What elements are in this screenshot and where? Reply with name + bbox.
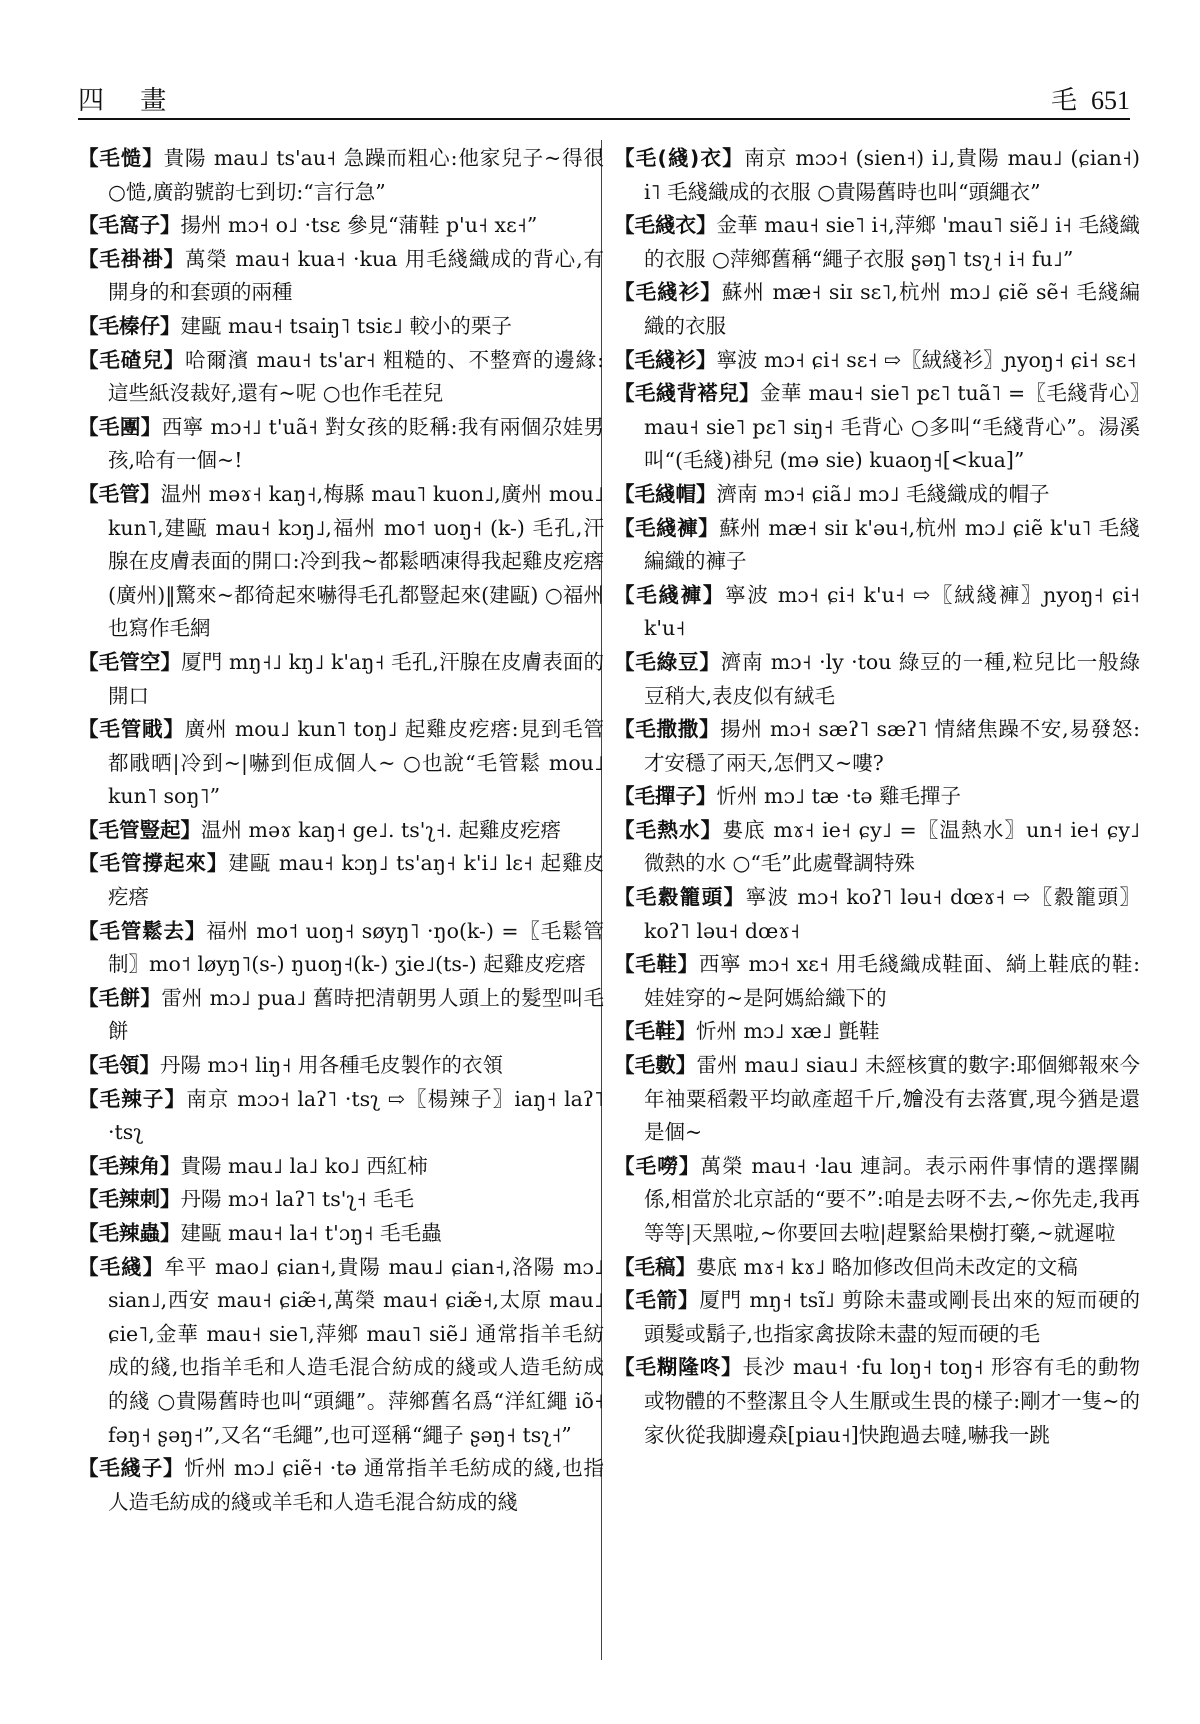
dictionary-entry bbox=[78, 411, 604, 478]
entry-headword: 【毛辣蟲】 bbox=[78, 1221, 181, 1245]
entry-headword: 【毛綠豆】 bbox=[614, 649, 721, 674]
entry-definition: 廣州 mou˩ kun˥ toŋ˩ 起雞皮疙瘩:見到毛管都戙晒|冷到~|嚇到佢成個人~ ○也說“毛管鬆 mou˩ kun˥ soŋ˥” bbox=[108, 717, 604, 809]
entry-headword: 【毛榛仔】 bbox=[78, 313, 181, 338]
entry-definition: 濟南 mɔ˧ ɕiã˩ mɔ˩ 毛綫織成的帽子 bbox=[716, 481, 1050, 506]
entry-definition: 南京 mɔɔ˧ (sien˧) i˩,貴陽 mau˩ (ɕian˧) i˥ 毛綫織成的衣服 ○貴陽舊時也叫“頭繩衣” bbox=[644, 146, 1140, 204]
entry-definition: 哈爾濱 mau˧ ts'ar˧ 粗糙的、不整齊的邊緣:這些紙沒裁好,還有~呢 ○也作毛茬兒 bbox=[108, 347, 604, 406]
entry-headword: 【毛管】 bbox=[78, 481, 161, 506]
entry-definition: 濟南 mɔ˧ ·ly ·tou 綠豆的一種,粒兒比一般綠豆稍大,表皮似有絨毛 bbox=[644, 649, 1140, 708]
dictionary-entry bbox=[614, 377, 1140, 478]
dictionary-entry bbox=[78, 1150, 604, 1184]
entry-definition: 福州 mo˦ uoŋ˧ søyŋ˥ ·ŋo(k-) =〖毛鬆管制〗mo˦ løyŋ˥(s-) ŋuoŋ˧(k-) ʒie˩(ts-) 起雞皮疙瘩 bbox=[108, 918, 604, 977]
entry-headword: 【毛管撐起來】 bbox=[78, 851, 229, 876]
entry-headword: 【毛綫子】 bbox=[78, 1456, 185, 1481]
dictionary-entry bbox=[614, 881, 1140, 948]
entry-headword: 【毛管豎起】 bbox=[78, 817, 201, 842]
entry-headword: 【毛綫帽】 bbox=[614, 481, 717, 506]
entry-definition: 金華 mau˧ sie˥ pɛ˥ tuã˥ =〖毛綫背心〗mau˧ sie˥ pɛ˥ siŋ˧ 毛背心 ○多叫“毛綫背心”。湯溪叫“(毛綫)褂兒 (mə sie) kuaoŋ˧[<kua]” bbox=[644, 381, 1141, 473]
entry-definition: 寧波 mɔ˧ ɕi˧ k'u˧ ⇨〖絨綫褲〗ɲyoŋ˧ ɕi˧ k'u˧ bbox=[644, 582, 1141, 641]
entry-headword: 【毛箭】 bbox=[614, 1288, 700, 1313]
entry-headword: 【毛辣角】 bbox=[78, 1153, 181, 1178]
entry-definition: 貴陽 mau˩ ts'au˧ 急躁而粗心:他家兒子~得很 ○慥,廣韵號韵七到切:“言行急” bbox=[108, 146, 605, 204]
entry-headword: 【毛鞋】 bbox=[614, 1019, 696, 1044]
entry-definition: 萬榮 mau˧ kua˧ ·kua 用毛綫織成的背心,有開身的和套頭的兩種 bbox=[108, 246, 604, 305]
entry-headword: 【毛稿】 bbox=[614, 1254, 696, 1279]
entry-definition: 蘇州 mæ˧ siɪ k'əu˧,杭州 mɔ˩ ɕiẽ k'u˥ 毛綫編織的褲子 bbox=[644, 515, 1140, 574]
entry-definition: 長沙 mau˧ ·fu loŋ˧ toŋ˧ 形容有毛的動物或物體的不整潔且令人生厭或生畏的樣子:剛才一隻~的家伙從我脚邊猋[piau˧]快跑過去噠,嚇我一跳 bbox=[644, 1355, 1141, 1447]
right-column bbox=[614, 142, 1140, 1452]
entry-headword: 【毛綫】 bbox=[78, 1254, 165, 1279]
dictionary-entry bbox=[614, 1150, 1140, 1251]
entry-definition: 婁底 mɤ˧ kɤ˩ 略加修改但尚未改定的文稿 bbox=[696, 1254, 1078, 1279]
entry-headword: 【毛數】 bbox=[614, 1053, 697, 1078]
entry-headword: 【毛縠籠頭】 bbox=[614, 885, 746, 910]
dictionary-entry bbox=[614, 1351, 1140, 1452]
entry-definition: 丹陽 mɔ˧ liŋ˧ 用各種毛皮製作的衣領 bbox=[160, 1053, 504, 1078]
entry-definition: 西寧 mɔ˧˩ t'uã˧ 對女孩的貶稱:我有兩個尕娃男孩,哈有一個~! bbox=[108, 414, 604, 473]
entry-headword: 【毛綫褲】 bbox=[614, 515, 720, 540]
entry-headword: 【毛管戙】 bbox=[78, 717, 185, 742]
left-column bbox=[78, 142, 604, 1519]
dictionary-entry bbox=[78, 982, 604, 1049]
dictionary-entry bbox=[614, 948, 1140, 1015]
dictionary-entry bbox=[78, 243, 604, 310]
entry-definition: 建甌 mau˧ kɔŋ˩ ts'aŋ˧ k'i˩ lɛ˧ 起雞皮疙瘩 bbox=[108, 851, 604, 910]
entry-definition: 建甌 mau˧ tsaiŋ˥ tsiɛ˩ 較小的栗子 bbox=[180, 313, 512, 338]
entry-headword: 【毛碴兒】 bbox=[78, 347, 186, 372]
entry-definition: 建甌 mau˧ la˧ t'ɔŋ˧ 毛毛蟲 bbox=[180, 1221, 442, 1245]
entry-definition: 牟平 mao˩ ɕian˧,貴陽 mau˩ ɕian˧,洛陽 mɔ˩ sian˩,西安 mau˧ ɕiæ̃˧,萬榮 mau˧ ɕiæ̃˧,太原 mau˩ ɕie˥,金華 mau˧ sie˥,萍鄉 mau˥ siẽ˩ 通常指羊毛紡成的綫,也指羊毛和人造毛混合紡成的綫或人造毛紡成的綫 ○貴陽舊時也叫“頭繩”。萍鄉舊名爲“洋紅繩 iõ˧ fəŋ˧ ʂəŋ˧”,又名“毛繩”,也可逕稱“繩子 ʂəŋ˧ tsʅ˧” bbox=[108, 1254, 604, 1447]
dictionary-entry bbox=[78, 713, 604, 814]
page-heading bbox=[1051, 80, 1130, 117]
dictionary-entry bbox=[78, 1452, 604, 1519]
entry-definition: 丹陽 mɔ˧ laʔ˥ ts'ʅ˧ 毛毛 bbox=[180, 1187, 414, 1212]
entry-definition: 忻州 mɔ˩ tæ ·tə 雞毛撣子 bbox=[716, 784, 961, 809]
entry-headword: 【毛管鬆去】 bbox=[78, 918, 207, 943]
dictionary-entry bbox=[78, 310, 604, 344]
dictionary-entry bbox=[78, 1217, 604, 1251]
dictionary-entry bbox=[614, 646, 1140, 713]
entry-headword: 【毛綫衫】 bbox=[614, 280, 722, 305]
dictionary-entry bbox=[78, 847, 604, 914]
entry-definition: 忻州 mɔ˩ ɕiẽ˧ ·tə 通常指羊毛紡成的綫,也指人造毛紡成的綫或羊毛和人造毛混合紡成的綫 bbox=[108, 1456, 604, 1514]
entry-headword: 【毛領】 bbox=[78, 1053, 160, 1078]
dictionary-entry bbox=[614, 1049, 1140, 1150]
entry-definition: 寧波 mɔ˧ ɕi˧ sɛ˧ ⇨〖絨綫衫〗ɲyoŋ˧ ɕi˧ sɛ˧ bbox=[716, 347, 1137, 372]
heading-char: 毛 bbox=[1050, 86, 1077, 116]
entry-definition: 忻州 mɔ˩ xæ˩ 氈鞋 bbox=[696, 1019, 880, 1044]
entry-definition: 西寧 mɔ˧ xɛ˧ 用毛綫織成鞋面、緔上鞋底的鞋:娃娃穿的~是阿媽給織下的 bbox=[644, 952, 1141, 1010]
dictionary-entry bbox=[614, 142, 1140, 209]
entry-definition: 婁底 mɤ˧ ie˧ ɕy˩ =〖温熱水〗un˧ ie˧ ɕy˩ 微熱的水 ○“毛”此處聲調特殊 bbox=[644, 817, 1141, 876]
dictionary-entry bbox=[78, 915, 604, 982]
entry-headword: 【毛團】 bbox=[78, 414, 162, 439]
entry-definition: 揚州 mɔ˧ o˩ ·tsɛ 參見“蒲鞋 p'u˧ xɛ˧” bbox=[180, 213, 538, 238]
entry-definition: 蘇州 mæ˧ siɪ sɛ˥,杭州 mɔ˩ ɕiẽ sẽ˧ 毛綫編織的衣服 bbox=[644, 280, 1141, 338]
page-header bbox=[78, 78, 1130, 120]
entry-definition: 萬榮 mau˧ ·lau 連詞。表示兩件事情的選擇關係,相當於北京話的“要不”:咱是去呀不去,~你先走,我再等等|天黑啦,~你要回去啦|趕緊給果樹打藥,~就遲啦 bbox=[644, 1153, 1141, 1245]
entry-headword: 【毛褂褂】 bbox=[78, 246, 186, 271]
entry-headword: 【毛餅】 bbox=[78, 985, 162, 1010]
section-title: 四 畫 bbox=[78, 86, 181, 116]
dictionary-entry bbox=[78, 646, 604, 713]
dictionary-entry bbox=[614, 579, 1140, 646]
dictionary-entry bbox=[614, 209, 1140, 276]
entry-headword: 【毛窩子】 bbox=[78, 213, 181, 238]
entry-headword: 【毛辣子】 bbox=[78, 1086, 187, 1111]
dictionary-entry bbox=[78, 142, 604, 209]
dictionary-entry bbox=[614, 1284, 1140, 1351]
dictionary-entry bbox=[614, 478, 1140, 512]
entry-headword: 【毛撣子】 bbox=[614, 784, 717, 809]
dictionary-entry bbox=[78, 1083, 604, 1150]
dictionary-entry bbox=[78, 1251, 604, 1453]
entry-definition: 雷州 mɔ˩ pua˩ 舊時把清朝男人頭上的髮型叫毛餅 bbox=[108, 985, 604, 1044]
entry-headword: 【毛鞋】 bbox=[614, 952, 699, 977]
entry-headword: 【毛熱水】 bbox=[614, 817, 723, 842]
dictionary-entry bbox=[78, 478, 604, 646]
entry-definition: 厦門 mŋ˧ tsĩ˩ 剪除未盡或剛長出來的短而硬的頭髮或鬍子,也指家禽拔除未盡的短而硬的毛 bbox=[644, 1288, 1140, 1346]
entry-headword: 【毛撒撒】 bbox=[614, 717, 721, 742]
entry-headword: 【毛(綫)衣】 bbox=[614, 146, 745, 170]
page-number: 651 bbox=[1091, 86, 1130, 115]
dictionary-entry bbox=[614, 344, 1140, 378]
dictionary-entry bbox=[78, 209, 604, 243]
dictionary-entry bbox=[78, 344, 604, 411]
entry-headword: 【毛綫背褡兒】 bbox=[614, 381, 760, 406]
entry-definition: 温州 məɤ˧ kaŋ˧,梅縣 mau˥ kuon˩,廣州 mou˩ kun˥,建甌 mau˧ kɔŋ˩,福州 mo˦ uoŋ˧ (k-) 毛孔,汗腺在皮膚表面的開口:冷到我~都鬆晒凍得我起雞皮疙瘩(廣州)‖驚來~都徛起來嚇得毛孔都豎起來(建甌) ○福州也寫作毛網 bbox=[108, 481, 604, 641]
entry-definition: 雷州 mau˩ siau˩ 未經核實的數字:耶個鄉報來今年䄂粟稻穀平均畝產超千斤,𣍐没有去落實,現今猶是還是個~ bbox=[644, 1053, 1141, 1145]
entry-definition: 寧波 mɔ˧ koʔ˥ ləu˧ dœɤ˧ ⇨〖縠籠頭〗koʔ˥ ləu˧ dœɤ˧ bbox=[644, 885, 1140, 943]
dictionary-entry bbox=[614, 713, 1140, 780]
entry-definition: 厦門 mŋ˧˩ kŋ˩ k'aŋ˧ 毛孔,汗腺在皮膚表面的開口 bbox=[108, 649, 604, 708]
dictionary-entry bbox=[614, 276, 1140, 343]
dictionary-entry bbox=[78, 1183, 604, 1217]
entry-definition: 金華 mau˧ sie˥ i˧,萍鄉 'mau˥ siẽ˩ i˧ 毛綫織的衣服 ○萍鄉舊稱“繩子衣服 ʂəŋ˥ tsʅ˧ i˧ fu˩” bbox=[644, 213, 1141, 271]
dictionary-entry bbox=[614, 814, 1140, 881]
entry-headword: 【毛嘮】 bbox=[614, 1153, 701, 1178]
entry-headword: 【毛綫褲】 bbox=[614, 582, 726, 607]
entry-definition: 南京 mɔɔ˧ laʔ˥ ·tsʅ ⇨〖楊辣子〗iaŋ˧ laʔ˥ ·tsʅ bbox=[108, 1086, 605, 1145]
dictionary-entry bbox=[614, 1015, 1140, 1049]
entry-headword: 【毛糊隆咚】 bbox=[614, 1355, 743, 1380]
entry-headword: 【毛慥】 bbox=[78, 146, 164, 170]
entry-headword: 【毛管空】 bbox=[78, 649, 182, 674]
dictionary-entry bbox=[614, 1251, 1140, 1285]
dictionary-entry bbox=[614, 780, 1140, 814]
entry-headword: 【毛辣刺】 bbox=[78, 1187, 181, 1212]
dictionary-entry bbox=[78, 1049, 604, 1083]
entry-definition: 揚州 mɔ˧ sæʔ˥ sæʔ˥ 情緒焦躁不安,易發怒:才安穩了兩天,怎們又~嘍? bbox=[644, 717, 1140, 775]
entry-definition: 貴陽 mau˩ la˩ ko˩ 西紅柿 bbox=[180, 1153, 428, 1178]
entry-headword: 【毛綫衣】 bbox=[614, 213, 717, 238]
dictionary-entry bbox=[78, 814, 604, 848]
entry-headword: 【毛綫衫】 bbox=[614, 347, 717, 372]
entry-definition: 温州 məɤ kaŋ˧ ge˩. ts'ʅ˧. 起雞皮疙瘩 bbox=[201, 817, 562, 842]
dictionary-entry bbox=[614, 512, 1140, 579]
